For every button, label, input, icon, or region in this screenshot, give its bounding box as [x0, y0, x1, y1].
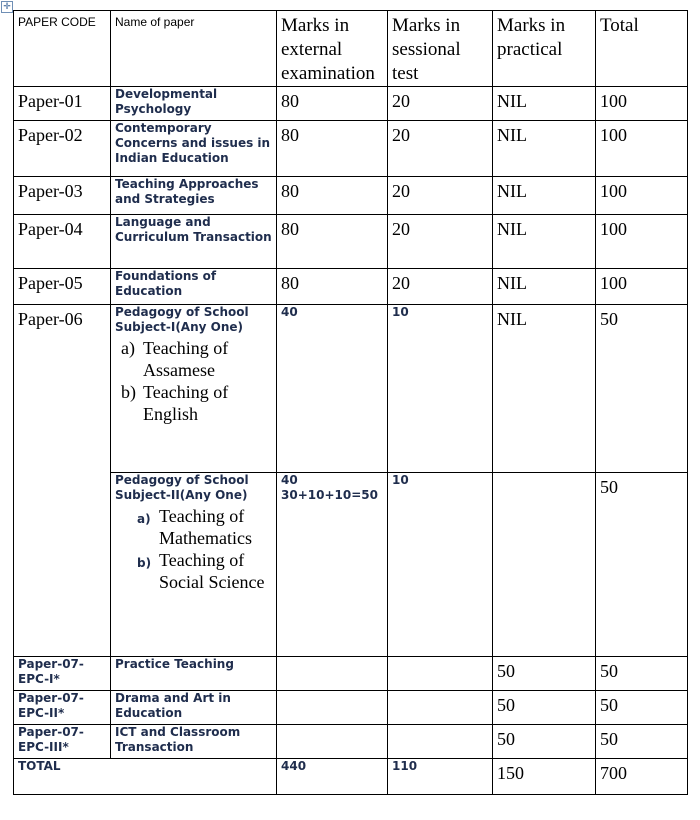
option-text: Teaching of Assamese: [143, 338, 229, 380]
total-marks: 50: [596, 305, 688, 473]
sessional-marks: 20: [388, 87, 493, 121]
total-sessional: 110: [388, 759, 493, 795]
paper-code: Paper-07-EPC-II*: [14, 691, 111, 725]
paper-code: Paper-07-EPC-III*: [14, 725, 111, 759]
option-text: Teaching of English: [143, 382, 229, 424]
sessional-marks: 20: [388, 215, 493, 269]
paper-name: Teaching Approaches and Strategies: [111, 177, 277, 215]
sessional-marks: 20: [388, 121, 493, 177]
paper-code: Paper-04: [14, 215, 111, 269]
practical-marks: NIL: [493, 305, 596, 473]
total-label: TOTAL: [14, 759, 277, 795]
external-marks: 80: [277, 269, 388, 305]
paper-code: Paper-01: [14, 87, 111, 121]
table-row: [14, 87, 688, 121]
list-item: [121, 381, 272, 425]
table-row: [14, 177, 688, 215]
external-marks: 80: [277, 121, 388, 177]
table-row-paper06-part2: [14, 473, 688, 657]
external-marks: 80: [277, 215, 388, 269]
paper-name: Language and Curriculum Transaction: [111, 215, 277, 269]
option-list: [115, 505, 272, 593]
option-text: Teaching of Social Science: [159, 550, 265, 592]
table-row-paper06-part1: [14, 305, 688, 473]
option-marker: b): [121, 382, 136, 402]
option-list: [115, 337, 272, 425]
paper-code: Paper-05: [14, 269, 111, 305]
paper-name-block: [111, 305, 277, 473]
table-row: [14, 121, 688, 177]
external-marks: 40: [281, 473, 298, 487]
external-marks: [277, 725, 388, 759]
practical-marks: [493, 473, 596, 657]
option-marker: a): [137, 512, 151, 526]
external-marks: [277, 657, 388, 691]
sessional-marks: 20: [388, 269, 493, 305]
marks-table: [13, 10, 688, 795]
total-row: [14, 759, 688, 795]
paper-name: Practice Teaching: [111, 657, 277, 691]
practical-marks: NIL: [493, 269, 596, 305]
total-practical: 150: [493, 759, 596, 795]
table-row: [14, 657, 688, 691]
practical-marks: NIL: [493, 121, 596, 177]
external-marks: 80: [277, 177, 388, 215]
list-item: [137, 505, 272, 549]
external-marks-note: 30+10+10=50: [281, 488, 378, 502]
header-sessional: Marks in sessional test: [388, 11, 493, 87]
list-item: [137, 549, 272, 593]
sessional-marks: [388, 691, 493, 725]
paper-code: Paper-07-EPC-I*: [14, 657, 111, 691]
total-marks: 100: [596, 269, 688, 305]
sessional-marks: [388, 657, 493, 691]
total-marks: 100: [596, 177, 688, 215]
header-total: Total: [596, 11, 688, 87]
paper-code: Paper-06: [14, 305, 111, 657]
paper-name: Drama and Art in Education: [111, 691, 277, 725]
paper-name: Developmental Psychology: [111, 87, 277, 121]
total-marks: 50: [596, 657, 688, 691]
header-external: Marks in external examination: [277, 11, 388, 87]
table-row: [14, 269, 688, 305]
practical-marks: NIL: [493, 215, 596, 269]
sessional-marks: 10: [388, 305, 493, 473]
table-row: [14, 215, 688, 269]
option-text: Teaching of Mathematics: [159, 506, 252, 548]
sessional-marks: 10: [388, 473, 493, 657]
paper-name: Pedagogy of School Subject-I(Any One): [115, 305, 249, 334]
paper-code: Paper-03: [14, 177, 111, 215]
practical-marks: NIL: [493, 177, 596, 215]
paper-name: Pedagogy of School Subject-II(Any One): [115, 473, 249, 502]
total-marks: 50: [596, 473, 688, 657]
header-name-of-paper: Name of paper: [111, 11, 277, 87]
header-practical: Marks in practical: [493, 11, 596, 87]
external-marks-cell: [277, 473, 388, 657]
table-row: [14, 725, 688, 759]
total-total: 700: [596, 759, 688, 795]
total-marks: 50: [596, 725, 688, 759]
practical-marks: 50: [493, 657, 596, 691]
total-marks: 100: [596, 87, 688, 121]
external-marks: 80: [277, 87, 388, 121]
total-marks: 100: [596, 215, 688, 269]
practical-marks: 50: [493, 725, 596, 759]
paper-name-block: [111, 473, 277, 657]
paper-name: Foundations of Education: [111, 269, 277, 305]
paper-name: Contemporary Concerns and issues in Indian Education: [111, 121, 277, 177]
paper-code: Paper-02: [14, 121, 111, 177]
practical-marks: 50: [493, 691, 596, 725]
practical-marks: NIL: [493, 87, 596, 121]
option-marker: a): [121, 338, 135, 358]
header-row: [14, 11, 688, 87]
table-move-handle-icon[interactable]: ✛: [1, 1, 13, 13]
total-external: 440: [277, 759, 388, 795]
total-marks: 100: [596, 121, 688, 177]
external-marks: 40: [277, 305, 388, 473]
external-marks: [277, 691, 388, 725]
list-item: [121, 337, 272, 381]
paper-name: ICT and Classroom Transaction: [111, 725, 277, 759]
table-row: [14, 691, 688, 725]
option-marker: b): [137, 556, 152, 570]
header-paper-code: PAPER CODE: [14, 11, 111, 87]
sessional-marks: 20: [388, 177, 493, 215]
total-marks: 50: [596, 691, 688, 725]
sessional-marks: [388, 725, 493, 759]
